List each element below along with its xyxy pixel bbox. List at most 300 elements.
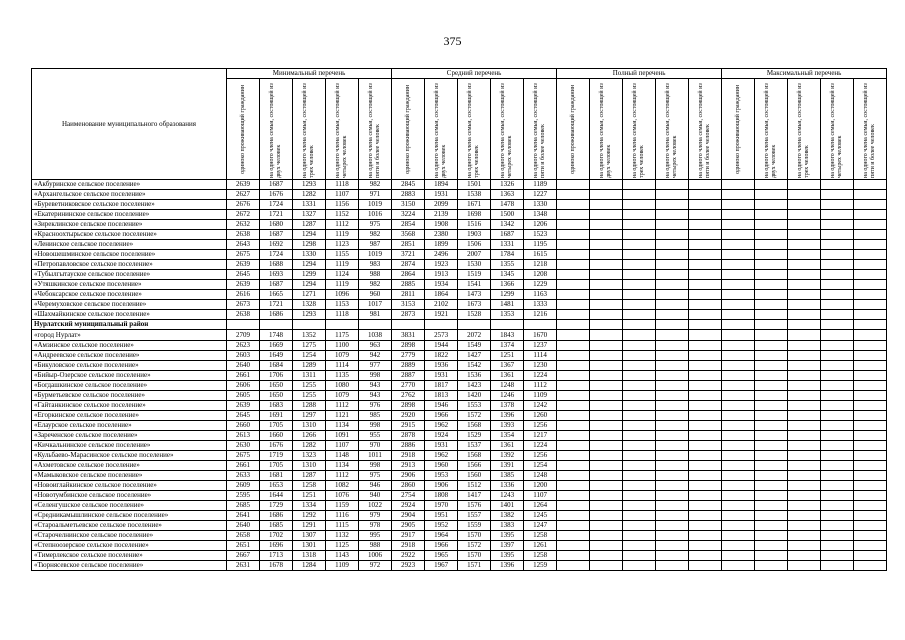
municipality-name: «Бикуловское сельское поселение» [32,361,227,371]
value-cell [854,290,887,300]
value-cell: 1698 [458,210,491,220]
value-cell [755,371,788,381]
municipality-name: «Андреевское сельское поселение» [32,351,227,361]
value-cell: 978 [359,521,392,531]
value-cell: 2658 [227,531,260,541]
value-cell: 1946 [425,401,458,411]
value-cell [788,531,821,541]
value-cell [623,561,656,571]
value-cell [656,471,689,481]
value-cell: 1691 [260,411,293,421]
value-cell: 1310 [293,461,326,471]
value-cell [854,300,887,310]
value-cell [623,451,656,461]
value-cell [821,351,854,361]
municipality-name: Нурлатский муниципальный район [32,320,227,330]
value-cell [854,471,887,481]
table-row [32,240,887,250]
subcolumn-header-label: одиноко проживающий гражданин [734,84,741,174]
subcolumn-header-label: на одного члена семьи, состоящей из четырех человек [665,83,679,178]
value-cell [755,451,788,461]
value-cell [755,361,788,371]
value-cell: 1936 [425,361,458,371]
value-cell: 1670 [524,330,557,341]
value-cell: 2845 [392,180,425,190]
value-cell: 1951 [425,511,458,521]
value-cell: 2639 [227,180,260,190]
value-cell [722,250,755,260]
value-cell: 1706 [260,371,293,381]
value-cell: 1536 [458,371,491,381]
value-cell: 1255 [293,381,326,391]
value-cell [557,290,590,300]
value-cell: 1361 [491,441,524,451]
value-cell: 970 [359,441,392,451]
value-cell: 1330 [293,250,326,260]
subcolumn-header-label: на одного члена семьи, состоящей из двух человек [269,83,282,178]
value-cell: 1134 [326,461,359,471]
value-cell: 1307 [293,531,326,541]
value-cell: 1557 [458,511,491,521]
table-row [32,330,887,341]
value-cell: 1683 [260,401,293,411]
table-row [32,461,887,471]
subcolumn-header [458,79,491,180]
value-cell: 2918 [392,451,425,461]
value-cell: 2623 [227,341,260,351]
value-cell [821,491,854,501]
value-cell: 1693 [260,270,293,280]
value-cell: 1396 [491,561,524,571]
value-cell: 1966 [425,411,458,421]
value-cell: 1684 [260,361,293,371]
value-cell [590,541,623,551]
value-cell: 1261 [524,541,557,551]
value-cell: 1542 [458,361,491,371]
value-cell: 960 [359,290,392,300]
value-cell [590,260,623,270]
value-cell [590,230,623,240]
value-cell [557,561,590,571]
value-cell [590,250,623,260]
value-cell [788,190,821,200]
value-cell: 1287 [293,220,326,230]
value-cell: 1293 [293,310,326,320]
subcolumn-header-label: на одного члена семьи, состоящей из двух человек [764,83,778,178]
value-cell: 1512 [458,481,491,491]
value-cell [656,511,689,521]
value-cell [722,351,755,361]
value-cell: 1255 [293,391,326,401]
value-cell: 1962 [425,451,458,461]
value-cell [722,471,755,481]
value-cell [755,431,788,441]
value-cell [788,240,821,250]
value-cell [755,270,788,280]
subcolumn-header [722,79,755,180]
value-cell: 1256 [524,451,557,461]
municipality-name: «Степноозерское сельское поселение» [32,541,227,551]
value-cell: 2873 [392,310,425,320]
value-cell: 1298 [293,240,326,250]
value-cell [689,531,722,541]
value-cell [623,421,656,431]
value-cell: 1259 [524,561,557,571]
value-cell [821,280,854,290]
table-row [32,481,887,491]
value-cell [557,190,590,200]
value-cell: 1921 [425,310,458,320]
value-cell: 942 [359,351,392,361]
value-cell [590,401,623,411]
value-cell [821,361,854,371]
value-cell [821,381,854,391]
value-cell [590,551,623,561]
subcolumn-header-label: на одного члена семьи, состоящей из пяти и более человек [368,83,382,178]
value-cell [557,551,590,561]
value-cell: 1687 [260,230,293,240]
municipality-name: «Тимерлекское сельское поселение» [32,551,227,561]
table-row [32,220,887,230]
value-cell [788,491,821,501]
value-cell: 2923 [392,561,425,571]
value-cell [590,381,623,391]
value-cell: 1559 [458,521,491,531]
value-cell [722,391,755,401]
value-cell: 1553 [458,401,491,411]
value-cell: 2886 [392,441,425,451]
value-cell: 1571 [458,561,491,571]
value-cell [722,441,755,451]
value-cell: 1528 [458,310,491,320]
value-cell [722,230,755,240]
value-cell [854,381,887,391]
value-cell: 998 [359,371,392,381]
value-cell: 1529 [458,431,491,441]
value-cell: 1393 [491,421,524,431]
value-cell [656,411,689,421]
value-cell [689,250,722,260]
value-cell: 2630 [227,441,260,451]
subcolumn-header [392,79,425,180]
value-cell [722,461,755,471]
value-cell: 3721 [392,250,425,260]
value-cell [656,551,689,561]
value-cell: 1266 [293,431,326,441]
value-cell [854,240,887,250]
value-cell: 983 [359,260,392,270]
value-cell [623,270,656,280]
value-cell: 1680 [260,220,293,230]
value-cell [689,240,722,250]
value-cell [755,531,788,541]
value-cell: 1115 [326,521,359,531]
value-cell: 1119 [326,230,359,240]
subcolumn-header [854,79,887,180]
value-cell [788,361,821,371]
value-cell: 1923 [425,260,458,270]
table-body [32,180,887,571]
value-cell [821,411,854,421]
value-cell: 1112 [326,471,359,481]
value-cell [557,280,590,290]
value-cell [854,270,887,280]
value-cell [623,351,656,361]
municipality-name: «Селенгушское сельское поселение» [32,501,227,511]
municipality-name: «город Нурлат» [32,330,227,341]
value-cell [722,501,755,511]
value-cell: 940 [359,491,392,501]
value-cell [656,180,689,190]
value-cell [821,541,854,551]
value-cell [722,541,755,551]
value-cell [260,320,293,330]
value-cell [854,310,887,320]
value-cell [788,180,821,190]
value-cell [788,461,821,471]
value-cell: 946 [359,481,392,491]
value-cell [755,401,788,411]
subcolumn-header-label: одиноко проживающий гражданин [569,84,576,174]
value-cell [821,421,854,431]
subcolumn-header-label: на одного члена семьи, состоящей из пяти и более человек [533,83,547,178]
value-cell [689,230,722,240]
table-row [32,561,887,571]
value-cell: 2754 [392,491,425,501]
page-number: 375 [443,34,462,48]
value-cell [854,361,887,371]
group-header-maximal: Максимальный перечень [722,69,887,79]
value-cell [689,471,722,481]
value-cell [689,541,722,551]
value-cell [557,431,590,441]
value-cell [755,290,788,300]
value-cell: 1246 [491,391,524,401]
group-header-full: Полный перечень [557,69,722,79]
value-cell: 1080 [326,381,359,391]
value-cell [590,391,623,401]
value-cell: 1229 [524,280,557,290]
value-cell: 1478 [491,200,524,210]
value-cell: 1784 [491,250,524,260]
value-cell: 1227 [524,190,557,200]
value-cell: 1123 [326,240,359,250]
value-cell: 1345 [491,270,524,280]
value-cell [557,341,590,351]
value-cell [788,220,821,230]
value-cell [854,451,887,461]
value-cell: 1294 [293,230,326,240]
value-cell: 1082 [326,481,359,491]
value-cell [755,441,788,451]
value-cell: 2770 [392,381,425,391]
value-cell [788,471,821,481]
value-cell [821,190,854,200]
value-cell [854,431,887,441]
value-cell [623,371,656,381]
value-cell [755,341,788,351]
value-cell [623,280,656,290]
value-cell: 1705 [260,461,293,471]
value-cell: 1293 [293,180,326,190]
value-cell: 2904 [392,511,425,521]
value-cell: 1264 [524,501,557,511]
value-cell [689,461,722,471]
value-cell: 1282 [293,190,326,200]
value-cell: 1189 [524,180,557,190]
value-cell [557,411,590,421]
value-cell: 2920 [392,411,425,421]
value-cell: 2651 [227,541,260,551]
table-row [32,471,887,481]
value-cell: 943 [359,381,392,391]
subcolumn-header-label: одиноко проживающий гражданин [404,84,411,174]
value-cell: 1091 [326,431,359,441]
value-cell: 2898 [392,401,425,411]
value-cell [854,481,887,491]
value-cell [854,190,887,200]
value-cell: 1385 [491,471,524,481]
value-cell: 1297 [293,411,326,421]
value-cell: 1294 [293,280,326,290]
value-cell: 1291 [293,521,326,531]
value-cell [722,481,755,491]
value-cell [821,250,854,260]
value-cell: 1967 [425,561,458,571]
value-cell [656,461,689,471]
value-cell: 1366 [491,280,524,290]
value-cell: 1566 [458,461,491,471]
value-cell: 1163 [524,290,557,300]
value-cell [722,270,755,280]
value-cell: 1208 [524,270,557,280]
value-cell [557,230,590,240]
value-cell: 1729 [260,501,293,511]
value-cell: 975 [359,220,392,230]
value-cell [722,561,755,571]
value-cell: 2573 [425,330,458,341]
value-cell [557,351,590,361]
value-cell: 1016 [359,210,392,220]
municipality-name: «Бурметьевское сельское поселение» [32,391,227,401]
value-cell [557,200,590,210]
value-cell [788,371,821,381]
municipality-name: «Черемуховское сельское поселение» [32,300,227,310]
value-cell: 1931 [425,190,458,200]
value-cell: 1665 [260,290,293,300]
subcolumn-header [755,79,788,180]
value-cell: 1134 [326,421,359,431]
value-cell [722,260,755,270]
subcolumn-header-label: на одного члена семьи, состоящей из пяти и более человек [863,83,877,178]
value-cell [755,421,788,431]
municipality-name: «Мамыковское сельское поселение» [32,471,227,481]
value-cell: 2595 [227,491,260,501]
value-cell [557,180,590,190]
value-cell: 2645 [227,411,260,421]
subcolumn-header [260,79,293,180]
value-cell: 1258 [524,531,557,541]
value-cell: 1361 [491,371,524,381]
value-cell: 1719 [260,451,293,461]
value-cell [788,411,821,421]
value-cell: 1501 [458,180,491,190]
value-cell: 955 [359,431,392,441]
value-cell [755,461,788,471]
value-cell: 1530 [458,260,491,270]
value-cell: 1242 [524,401,557,411]
value-cell [458,320,491,330]
value-cell: 1310 [293,421,326,431]
value-cell: 1224 [524,441,557,451]
value-cell: 1615 [524,250,557,260]
value-cell: 1256 [524,421,557,431]
value-cell: 1153 [326,300,359,310]
municipality-name: «Средникамышлинское сельское поселение» [32,511,227,521]
value-cell [854,441,887,451]
value-cell [656,371,689,381]
value-cell: 1931 [425,371,458,381]
value-cell [623,341,656,351]
value-cell: 1288 [293,401,326,411]
value-cell [623,481,656,491]
value-cell: 943 [359,391,392,401]
value-cell [623,521,656,531]
value-cell [854,411,887,421]
value-cell: 3831 [392,330,425,341]
value-cell: 1248 [524,471,557,481]
municipality-name: «Староальметьевское сельское поселение» [32,521,227,531]
value-cell [590,441,623,451]
value-cell [656,501,689,511]
subcolumn-header-label: на одного члена семьи, состоящей из трех человек [302,83,315,178]
value-cell [821,441,854,451]
value-cell [623,441,656,451]
table-row [32,180,887,190]
value-cell: 1423 [458,381,491,391]
value-cell [689,341,722,351]
value-cell [590,240,623,250]
value-cell: 1686 [260,511,293,521]
value-cell: 2641 [227,511,260,521]
value-cell [689,441,722,451]
value-cell [821,551,854,561]
subcolumn-header [425,79,458,180]
value-cell [722,451,755,461]
value-cell [821,310,854,320]
value-cell: 1681 [260,471,293,481]
value-cell [623,210,656,220]
value-cell: 1541 [458,280,491,290]
value-cell: 998 [359,461,392,471]
value-cell: 1355 [491,260,524,270]
value-cell [590,461,623,471]
value-cell: 2885 [392,280,425,290]
value-cell: 2860 [392,481,425,491]
value-cell: 2640 [227,361,260,371]
value-cell: 1282 [293,441,326,451]
value-cell [689,280,722,290]
municipality-name: «Петропавловское сельское поселение» [32,260,227,270]
value-cell: 1962 [425,421,458,431]
value-cell [557,451,590,461]
value-cell: 2639 [227,401,260,411]
value-cell [623,411,656,421]
value-cell [689,411,722,421]
value-cell [755,220,788,230]
value-cell [590,180,623,190]
value-cell: 2915 [392,421,425,431]
